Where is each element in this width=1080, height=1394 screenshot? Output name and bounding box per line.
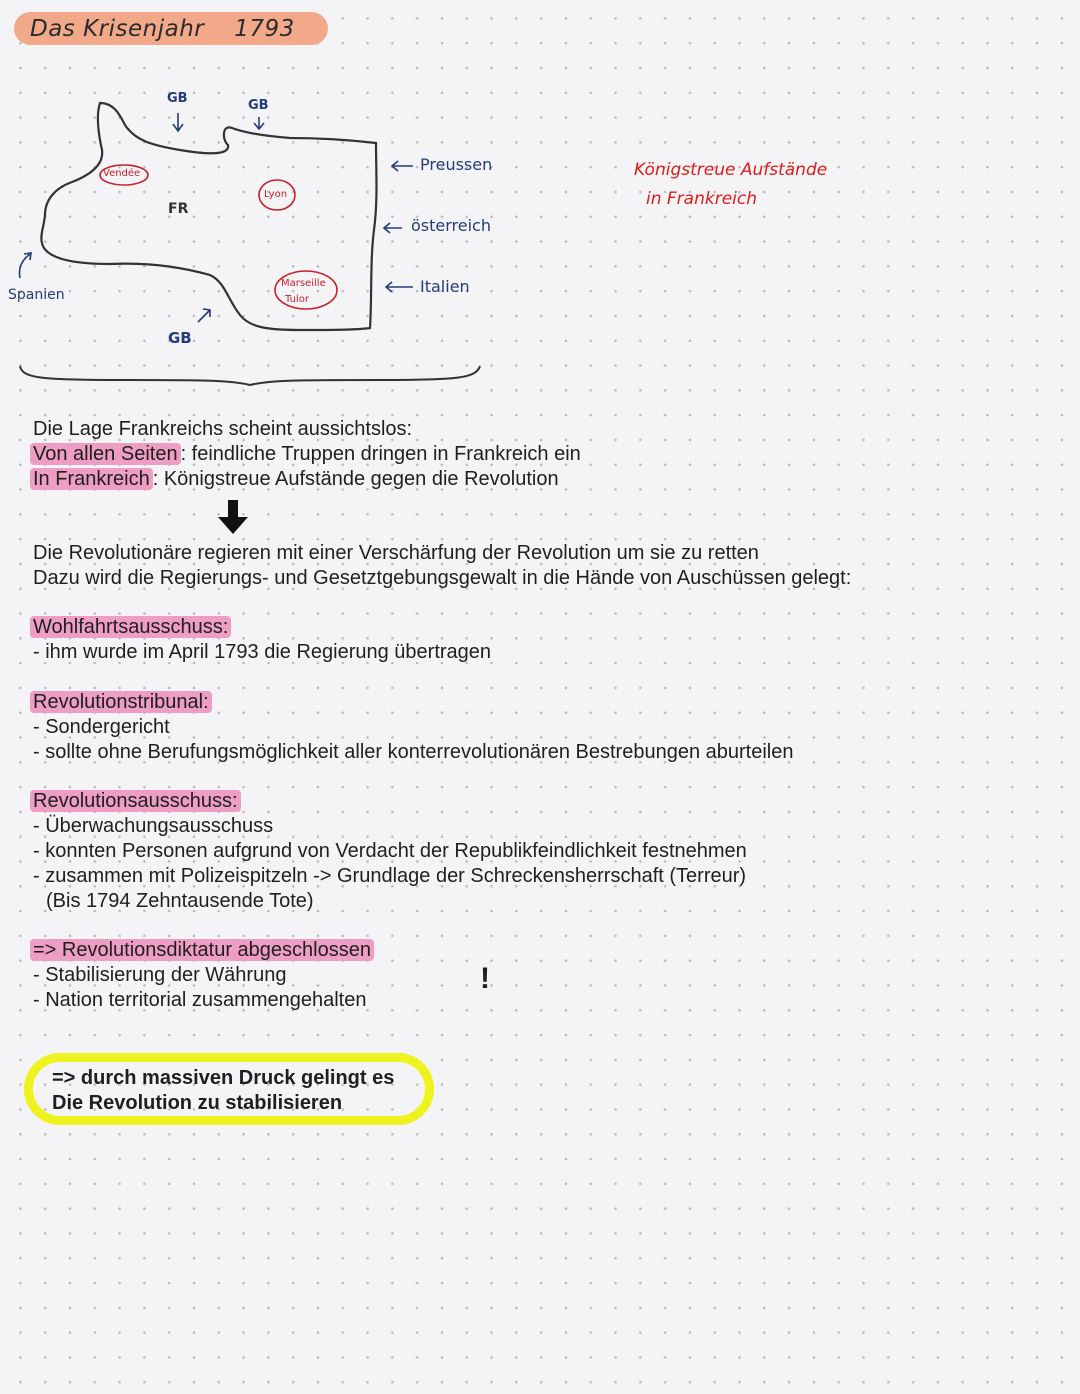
rev-aus-bullet-4: (Bis 1794 Zehntausende Tote) [46,890,314,912]
reaction-line-1: Die Revolutionäre regieren mit einer Verschärfung der Revolution um sie zu retten [33,542,759,564]
label-gb-top-right: GB [248,98,269,113]
label-toulon: Tulor [285,294,309,305]
label-italy: Italien [420,277,470,296]
situation-highlight-1: Von allen Seiten [30,443,181,465]
prussia-arrow [392,161,413,171]
reaction-line-2: Dazu wird die Regierungs- und Gesetztgebungsgewalt in die Hände von Auschüssen gelegt: [33,567,852,589]
label-gb-top-left: GB [167,91,188,106]
label-france: FR [168,201,189,217]
conclusion-line-1: => durch massiven Druck gelingt es [52,1067,395,1089]
diktatur-bullet-2: - Nation territorial zusammengehalten [33,989,367,1011]
rev-aus-bullet-3: - zusammen mit Polizeispitzeln -> Grundlage der Schreckensherrschaft (Terreur) [33,865,747,887]
france-outline [41,103,376,330]
tribunal-title-row [33,690,212,715]
situation-highlight-2: In Frankreich [30,468,153,490]
austria-arrow [384,223,402,233]
tribunal-bullet-2: - sollte ohne Berufungsmöglichkeit aller konterrevolutionären Bestrebungen aburteilen [33,741,794,763]
gb-arrow-bottom [198,309,210,322]
label-vendee: Vendée [103,168,141,179]
page-title [30,16,295,42]
royalist-note-line1: Königstreue Aufstände [634,160,828,180]
label-marseille: Marseille [281,278,326,289]
diktatur-bullet-1: - Stabilisierung der Währung [33,964,287,986]
label-spain: Spanien [8,287,65,303]
tribunal-bullet-1: - Sondergericht [33,716,170,738]
conclusion [52,1066,394,1116]
gb-arrow-top-left [173,113,183,131]
wohlfahrt-title: Wohlfahrtsausschuss: [30,616,231,638]
label-austria: österreich [411,216,491,235]
gb-arrow-top-right [254,117,264,129]
label-gb-bottom: GB [168,329,192,347]
rev-aus-title: Revolutionsausschuss: [30,790,241,812]
italy-arrow [386,282,413,292]
situation-rest-2: : Königstreue Aufstände gegen die Revolution [152,468,559,490]
bracket [20,366,480,385]
tribunal-title: Revolutionstribunal: [30,691,212,713]
situation-rest-1: : feindliche Truppen dringen in Frankreich ein [180,443,581,465]
rev-aus-bullet-2: - konnten Personen aufgrund von Verdacht der Republikfeindlichkeit festnehmen [33,840,747,862]
wohlfahrt-bullet-1: - ihm wurde im April 1793 die Regierung übertragen [33,641,492,663]
label-lyon: Lyon [264,189,288,200]
down-arrow-icon [214,500,252,536]
label-prussia: Preussen [420,155,493,174]
conclusion-line-2: Die Revolution zu stabilisieren [52,1092,343,1114]
rev-aus-bullet-1: - Überwachungsausschuss [33,815,274,837]
royalist-note-line2: in Frankreich [646,189,757,209]
rev-aus-title-row [33,789,241,814]
situation-line-2 [33,467,559,492]
title-text: Das Krisenjahr [30,16,205,42]
royalist-note [634,156,827,214]
situation-intro: Die Lage Frankreichs scheint aussichtslos: [33,418,413,440]
situation-line-1 [33,442,581,467]
wohlfahrt-title-row [33,615,231,640]
spain-arrow [19,253,31,278]
diktatur-title: => Revolutionsdiktatur abgeschlossen [30,939,374,961]
diktatur-title-row [33,938,374,963]
exclamation-mark: ! [480,962,490,995]
france-map-sketch [0,80,520,390]
title-year: 1793 [234,16,295,42]
